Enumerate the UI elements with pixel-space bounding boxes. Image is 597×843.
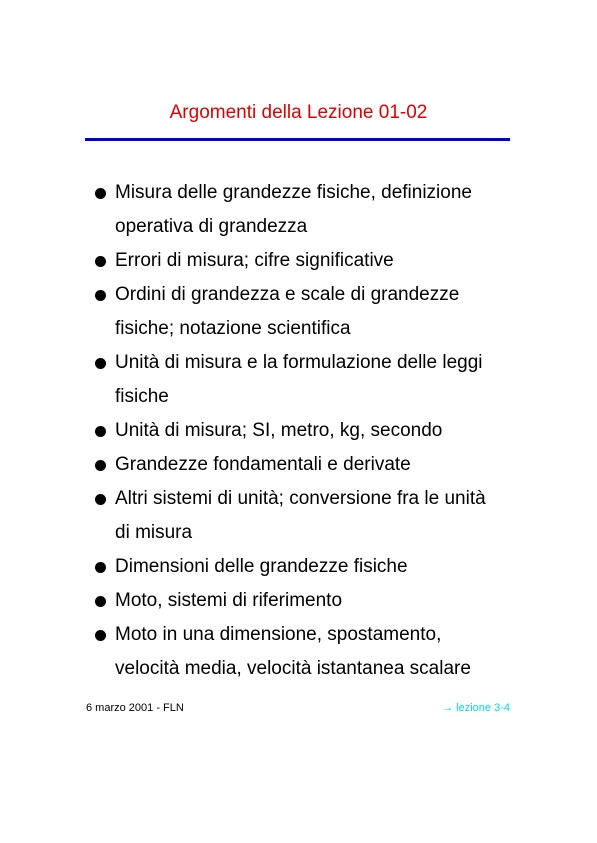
bullet-icon <box>95 596 106 607</box>
list-item <box>90 584 530 618</box>
list-item-text: Altri sistemi di unità; conversione fra le unità di misura <box>115 488 486 543</box>
list-item-text: Unità di misura; SI, metro, kg, secondo <box>115 420 443 441</box>
next-lesson-link[interactable]: → lezione 3-4 <box>442 702 510 714</box>
bullet-icon <box>95 426 106 437</box>
bullet-icon <box>95 358 106 369</box>
list-item <box>90 244 530 278</box>
list-item-text: Ordini di grandezza e scale di grandezze fisiche; notazione scientifica <box>115 284 460 339</box>
title-divider <box>85 138 510 141</box>
bullet-icon <box>95 494 106 505</box>
list-item-text: Grandezze fondamentali e derivate <box>115 454 411 475</box>
list-item <box>90 176 530 244</box>
list-item <box>90 618 530 686</box>
list-item-text: Unità di misura e la formulazione delle leggi fisiche <box>115 352 483 407</box>
list-item <box>90 448 530 482</box>
list-item <box>90 278 530 346</box>
bullet-icon <box>95 256 106 267</box>
list-item-text: Dimensioni delle grandezze fisiche <box>115 556 408 577</box>
list-item <box>90 550 530 584</box>
slide-title: Argomenti della Lezione 01-02 <box>169 102 428 123</box>
bullet-icon <box>95 290 106 301</box>
list-item <box>90 414 530 448</box>
list-item-text: Errori di misura; cifre significative <box>115 250 394 271</box>
list-item <box>90 346 530 414</box>
topic-list <box>90 176 530 686</box>
list-item-text: Moto in una dimensione, spostamento, velocità media, velocità istantanea scalare <box>115 624 471 679</box>
footer-date: 6 marzo 2001 - FLN <box>86 702 184 714</box>
list-item-text: Moto, sistemi di riferimento <box>115 590 343 611</box>
list-item <box>90 482 530 550</box>
bullet-icon <box>95 460 106 471</box>
bullet-icon <box>95 562 106 573</box>
bullet-icon <box>95 188 106 199</box>
list-item-text: Misura delle grandezze fisiche, definizione operativa di grandezza <box>115 182 472 237</box>
bullet-icon <box>95 630 106 641</box>
